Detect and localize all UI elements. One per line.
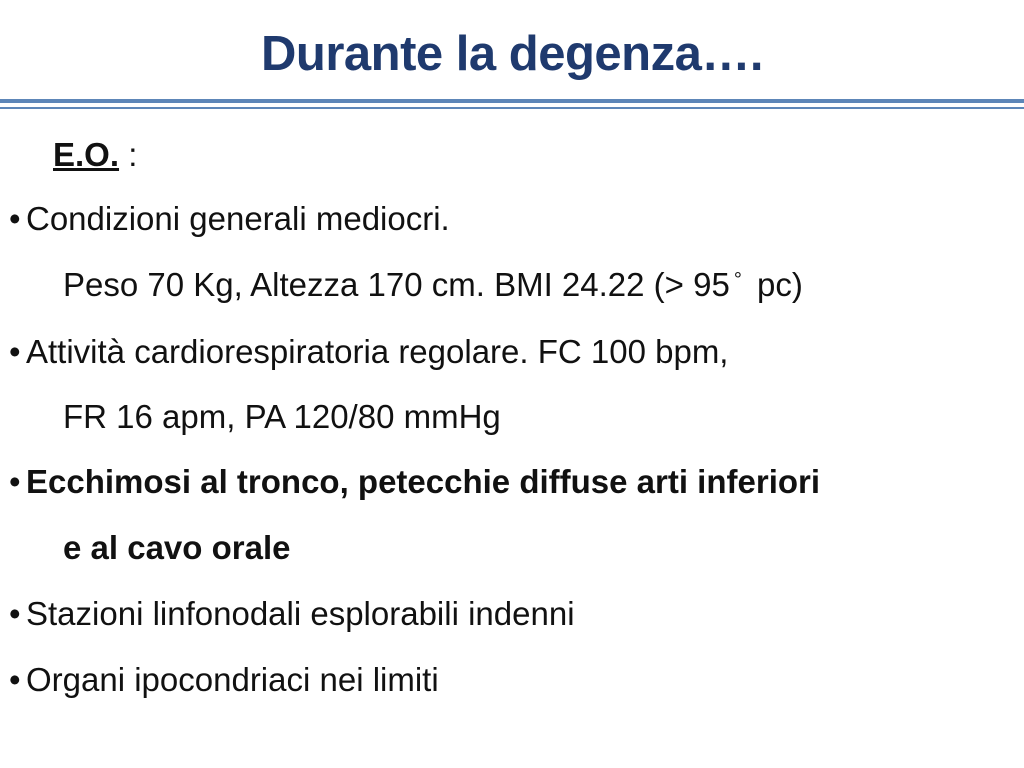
slide-title: Durante la degenza…. <box>261 27 763 81</box>
bullet-icon: • <box>9 200 21 237</box>
list-item-text: Attività cardiorespiratoria regolare. FC 100 bpm, <box>26 333 729 370</box>
bullet-icon: • <box>9 595 21 632</box>
degree-symbol: ° <box>733 269 742 291</box>
list-item-continuation <box>63 529 290 567</box>
list-item <box>9 595 575 633</box>
list-item-text: FR 16 apm, PA 120/80 mmHg <box>63 398 501 435</box>
list-item-text-bold: e al cavo orale <box>63 529 291 566</box>
list-item-continuation <box>63 398 501 436</box>
section-heading <box>53 136 137 174</box>
list-item-text-bold: Ecchimosi al tronco, petecchie diffuse arti inferiori <box>26 463 821 500</box>
list-item-text: Organi ipocondriaci nei limiti <box>26 661 439 698</box>
list-item <box>9 333 728 371</box>
bullet-icon: • <box>9 463 21 500</box>
list-item-text-suffix: pc) <box>747 266 803 303</box>
section-colon: : <box>119 136 138 173</box>
list-item-text: Peso 70 Kg, Altezza 170 cm. BMI 24.22 (> 95 <box>63 266 730 303</box>
list-item-text: Condizioni generali mediocri. <box>26 200 450 237</box>
list-item-text: Stazioni linfonodali esplorabili indenni <box>26 595 575 632</box>
list-item <box>9 661 439 699</box>
list-item <box>9 463 820 501</box>
bullet-icon: • <box>9 333 21 370</box>
list-item-continuation <box>63 266 803 304</box>
bullet-icon: • <box>9 661 21 698</box>
section-label: E.O. <box>53 136 120 173</box>
list-item <box>9 200 450 238</box>
